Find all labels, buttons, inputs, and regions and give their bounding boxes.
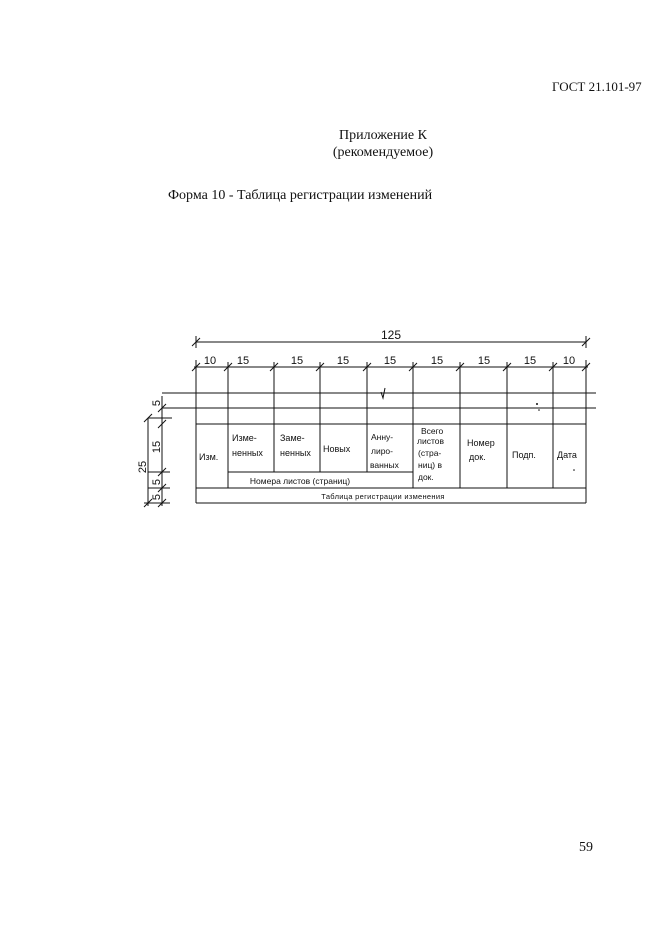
dim-row-top: 5 — [151, 399, 163, 407]
dim-col-9: 10 — [562, 355, 576, 367]
dim-col-2: 15 — [236, 355, 250, 367]
form-caption: Форма 10 - Таблица регистрации изменений — [168, 188, 433, 203]
col-header-data: Дата — [557, 450, 577, 460]
document-code: ГОСТ 21.101-97 — [552, 79, 642, 94]
col-header-vsego-listov: Всего листов (стра- ниц) в док. — [417, 426, 444, 482]
col-header-izm: Изм. — [199, 452, 219, 462]
col-header-novyh: Новых — [323, 444, 351, 454]
col-header-zamenennyh: Заме- ненных — [280, 433, 311, 458]
appendix-subtitle: (рекомендуемое) — [332, 145, 434, 160]
page-number: 59 — [579, 840, 593, 855]
col-header-annulirovannyh: Анну- лиро- ванных — [370, 432, 399, 470]
dim-row-main: 15 — [151, 440, 163, 454]
dim-row-sub: 5 — [151, 478, 163, 486]
dim-col-1: 10 — [203, 355, 217, 367]
dim-col-7: 15 — [477, 355, 491, 367]
group-label-sheet-numbers: Номера листов (страниц) — [249, 476, 351, 486]
dim-col-6: 15 — [430, 355, 444, 367]
appendix-title: Приложение К — [339, 128, 427, 143]
table-title: Таблица регистрации изменения — [321, 492, 445, 501]
dim-col-8: 15 — [523, 355, 537, 367]
col-header-nomer-dok: Номер док. — [467, 438, 495, 462]
col-header-izmenennyh: Изме- ненных — [232, 433, 263, 458]
dim-row-total: 25 — [137, 460, 149, 474]
dim-row-title: 5 — [151, 493, 163, 501]
dim-col-4: 15 — [336, 355, 350, 367]
dim-col-3: 15 — [290, 355, 304, 367]
col-header-podp: Подп. — [512, 450, 536, 460]
dim-col-5: 15 — [383, 355, 397, 367]
dim-total-width: 125 — [380, 328, 402, 342]
